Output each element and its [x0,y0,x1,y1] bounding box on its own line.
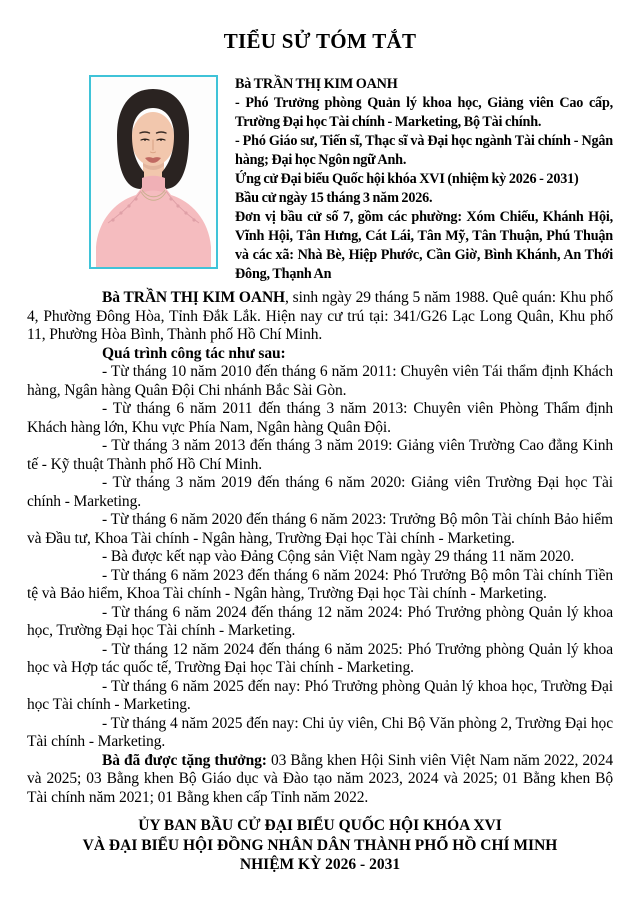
candidate-summary [235,75,613,284]
candidate-name: Bà TRẦN THỊ KIM OANH [235,76,398,92]
intro-details: , sinh ngày 29 tháng 5 năm 1988. Quê quán: Khu phố 4, Phường Đông Hòa, Tỉnh Đắk Lắk. Hiện nay cư trú tại: 341/G26 Lạc Long Quân, Khu phố 11, Phường Hòa Bình, Thành phố Hồ Chí Minh. [27,289,614,343]
issuing-committee-footer [27,816,613,875]
portrait-illustration [91,77,216,267]
career-item: - Từ tháng 3 năm 2019 đến tháng 6 năm 2020: Giảng viên Trường Đại học Tài chính - Marketing. [27,474,613,510]
career-item: - Từ tháng 10 năm 2010 đến tháng 6 năm 2011: Chuyên viên Tái thẩm định Khách hàng, Ngân hàng Quân Đội Chi nhánh Bắc Sài Gòn. [27,363,613,399]
awards-paragraph [27,752,613,808]
career-item: - Từ tháng 6 năm 2024 đến tháng 12 năm 2024: Phó Trưởng phòng Quản lý khoa học, Trường Đại học Tài chính - Marketing. [27,603,613,639]
page-title: TIỂU SỬ TÓM TẮT [223,29,417,53]
intro-name: Bà TRẦN THỊ KIM OANH [102,289,285,306]
career-item: - Từ tháng 6 năm 2023 đến tháng 6 năm 2024: Phó Trưởng Bộ môn Tài chính Tiền tệ và Bảo hiểm, Khoa Tài chính - Ngân hàng, Trường Đại học Tài chính - Marketing. [27,566,613,602]
career-item: - Từ tháng 3 năm 2013 đến tháng 3 năm 2019: Giảng viên Trường Cao đẳng Kinh tế - Kỹ thuật Thành phố Hồ Chí Minh. [27,437,613,473]
awards-label: Bà đã được tặng thưởng: [102,751,267,769]
awards-details: 03 Bằng khen Hội Sinh viên Việt Nam năm 2022, 2024 và 2025; 03 Bằng khen Bộ Giáo dục và Đào tạo năm 2023, 2024 và 2025; 01 Bằng khen Bộ Tài chính năm 2021; 01 Bằng khen cấp Tỉnh năm 2022. [27,751,613,806]
candidate-degrees: - Phó Giáo sư, Tiến sĩ, Thạc sĩ và Đại học ngành Tài chính - Ngân hàng; Đại học Ngôn ngữ Anh. [235,133,613,168]
intro-paragraph [27,289,613,345]
career-item: - Từ tháng 6 năm 2020 đến tháng 6 năm 2023: Trưởng Bộ môn Tài chính Bảo hiểm và Đầu tư, Khoa Tài chính - Ngân hàng, Trường Đại học Tài chính - Marketing. [27,511,613,547]
footer-line: VÀ ĐẠI BIỂU HỘI ĐỒNG NHÂN DÂN THÀNH PHỐ HỒ CHÍ MINH [82,836,558,854]
career-item: - Từ tháng 6 năm 2011 đến tháng 3 năm 2013: Chuyên viên Phòng Thẩm định Khách hàng lớn, Khu vực Phía Nam, Ngân hàng Quân Đội. [27,400,613,436]
biography-body [27,289,613,807]
career-item: - Bà được kết nạp vào Đảng Cộng sản Việt Nam ngày 29 tháng 11 năm 2020. [102,548,575,565]
portrait-collar [142,176,165,193]
career-item: - Từ tháng 6 năm 2025 đến nay: Phó Trưởng phòng Quản lý khoa học, Trường Đại học Tài chính - Marketing. [27,677,613,713]
candidacy-line: Ứng cử Đại biểu Quốc hội khóa XVI (nhiệm kỳ 2026 - 2031) [235,171,579,187]
footer-line: NHIỆM KỲ 2026 - 2031 [239,856,401,873]
candidate-position: - Phó Trưởng phòng Quản lý khoa học, Giảng viên Cao cấp, Trường Đại học Tài chính - Marketing, Bộ Tài chính. [235,95,613,130]
election-date-line: Bầu cử ngày 15 tháng 3 năm 2026. [235,190,433,206]
candidate-photo [89,75,218,269]
career-heading: Quá trình công tác như sau: [102,344,286,362]
career-item: - Từ tháng 4 năm 2025 đến nay: Chi ủy viên, Chi Bộ Văn phòng 2, Trường Đại học Tài chính - Marketing. [27,714,613,750]
header-section [89,75,613,284]
constituency-line: Đơn vị bầu cử số 7, gồm các phường: Xóm Chiếu, Khánh Hội, Vĩnh Hội, Tân Hưng, Cát Lái, Tân Mỹ, Tân Thuận, Phú Thuận và các xã: Nhà Bè, Hiệp Phước, Cần Giờ, Bình Khánh, An Thới Đông, Thạnh An [235,209,613,282]
footer-line: ỦY BAN BẦU CỬ ĐẠI BIỂU QUỐC HỘI KHÓA XVI [138,817,502,834]
portrait-face [132,112,175,166]
career-item: - Từ tháng 12 năm 2024 đến tháng 6 năm 2025: Phó Trưởng phòng Quản lý khoa học và Hợp tác quốc tế, Trường Đại học Tài chính - Marketing. [27,640,613,676]
